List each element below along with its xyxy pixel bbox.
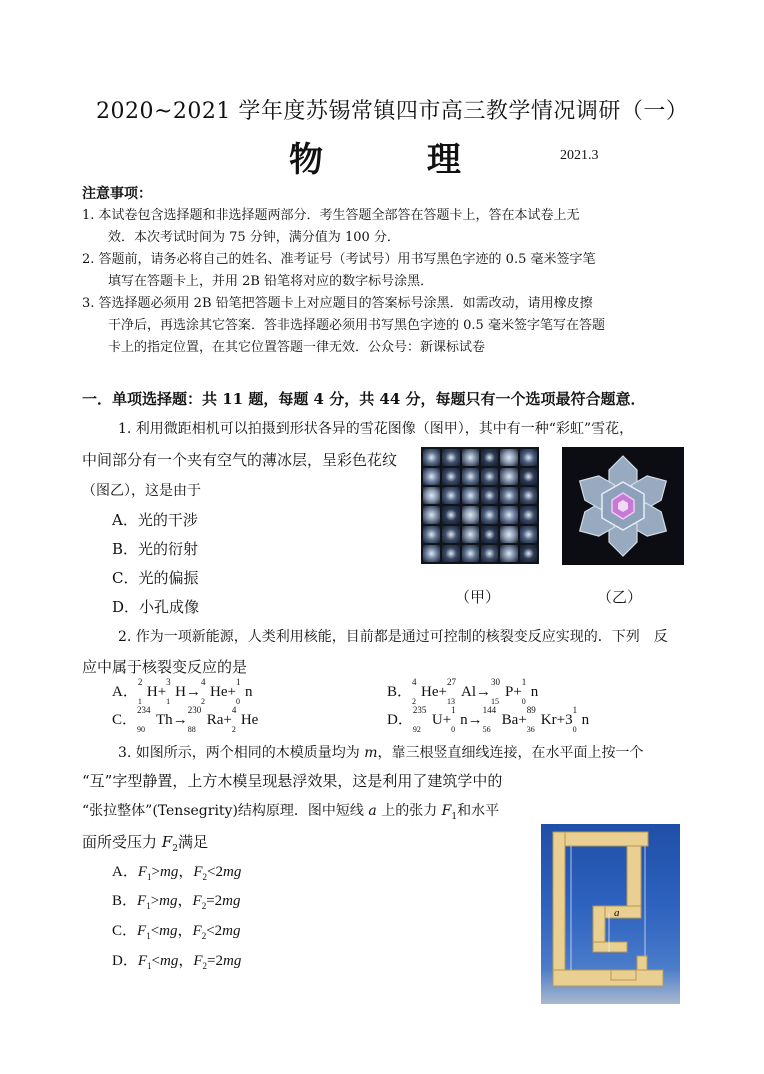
q1-option-b: B．光的衍射 bbox=[112, 540, 199, 558]
snowflake-thumbnail bbox=[520, 449, 537, 466]
snowflake-thumbnail bbox=[423, 487, 440, 504]
q1-stem-line: （图乙），这是由于 bbox=[82, 483, 201, 499]
q3-option-c: C．$F_1<mg$，$F_2<2mg$ bbox=[112, 923, 241, 941]
q3-stem-line: “互”字型静置，上方木模呈现悬浮效果，这是利用了建筑学中的 bbox=[82, 772, 503, 790]
snowflake-thumbnail bbox=[481, 468, 498, 485]
snowflake-thumbnail bbox=[500, 487, 517, 504]
snowflake-thumbnail bbox=[462, 468, 479, 485]
snowflake-thumbnail bbox=[481, 526, 498, 543]
notice-line: 干净后，再选涂其它答案．答非选择题必须用书写黑色字迹的 0.5 毫米签字笔写在答题 bbox=[108, 318, 605, 333]
snowflake-thumbnail bbox=[500, 449, 517, 466]
snowflake-thumbnail bbox=[481, 506, 498, 523]
q1-stem-line: 1. 利用微距相机可以拍摄到形状各异的雪花图像（图甲），其中有一种“彩虹”雪花， bbox=[118, 421, 634, 437]
q1-option-d: D．小孔成像 bbox=[112, 598, 200, 616]
snowflake-thumbnail bbox=[462, 526, 479, 543]
q3-stem-line: 面所受压力 $F_2$满足 bbox=[82, 833, 208, 854]
q3-option-a: A．$F_1>mg$，$F_2<2mg$ bbox=[112, 864, 242, 882]
snowflake-thumbnail bbox=[442, 545, 459, 562]
snowflake-thumbnail bbox=[520, 506, 537, 523]
line-a-label: a bbox=[614, 907, 620, 919]
q3-stem-line: “张拉整体”(Tensegrity)结构原理．图中短线 a 上的张力 $F_1$和水平 bbox=[82, 803, 500, 822]
snowflake-thumbnail bbox=[481, 487, 498, 504]
snowflake-thumbnail bbox=[462, 487, 479, 504]
snowflake-thumbnail bbox=[500, 506, 517, 523]
snowflake-thumbnail bbox=[500, 526, 517, 543]
q2-stem-line: 应中属于核裂变反应的是 bbox=[82, 658, 248, 676]
q3-stem-line: 3. 如图所示，两个相同的木模质量均为 m，靠三根竖直细线连接，在水平面上按一个 bbox=[118, 745, 644, 761]
tensegrity-photo bbox=[541, 824, 680, 1004]
q2-option-a: A． 2 1 H+ 3 1 H→ 4 2 He+ 1 0 n bbox=[112, 677, 253, 706]
snowflake-thumbnail bbox=[462, 506, 479, 523]
q1-stem-line: 中间部分有一个夹有空气的薄冰层，呈彩色花纹 bbox=[82, 451, 398, 469]
notice-line: 1. 本试卷包含选择题和非选择题两部分．考生答题全部答在答题卡上，答在本试卷上无 bbox=[82, 208, 580, 223]
notice-line: 3. 答选择题必须用 2B 铅笔把答题卡上对应题目的答案标号涂黑．如需改动，请用橡皮擦 bbox=[82, 296, 593, 311]
notice-heading: 注意事项： bbox=[82, 186, 152, 202]
notice-line: 填写在答题卡上，并用 2B 铅笔将对应的数字标号涂黑． bbox=[108, 274, 434, 289]
snowflake-thumbnail bbox=[442, 468, 459, 485]
notice-line: 效．本次考试时间为 75 分钟，满分值为 100 分． bbox=[108, 230, 400, 245]
snowflake-thumbnail bbox=[520, 545, 537, 562]
exam-title: 2020~2021 学年度苏锡常镇四市高三教学情况调研（一） bbox=[96, 99, 689, 124]
q2-stem-line: 2. 作为一项新能源，人类利用核能，目前都是通过可控制的核裂变反应实现的．下列 反 bbox=[118, 629, 668, 645]
snowflake-thumbnail bbox=[423, 468, 440, 485]
subject-title: 物 理 bbox=[289, 140, 507, 180]
snowflake-thumbnail bbox=[520, 526, 537, 543]
notice-line: 2. 答题前，请务必将自己的姓名、准考证号（考试号）用书写黑色字迹的 0.5 毫米签字笔 bbox=[82, 252, 596, 267]
snowflake-thumbnail bbox=[462, 449, 479, 466]
snowflake-thumbnail bbox=[520, 468, 537, 485]
snowflake-thumbnail bbox=[442, 487, 459, 504]
snowflake-thumbnail bbox=[423, 545, 440, 562]
q3-option-d: D．$F_1<mg$，$F_2=2mg$ bbox=[112, 953, 242, 971]
snowflake-thumbnail bbox=[481, 545, 498, 562]
q2-option-d: D． 235 92 U+ 1 0 n→ 144 56 Ba+ 89 36 Kr+3 1 0 n bbox=[387, 705, 590, 734]
caption-yi: （乙） bbox=[597, 588, 643, 606]
snowflake-thumbnail bbox=[500, 468, 517, 485]
caption-jia: （甲） bbox=[455, 588, 501, 606]
q3-option-b: B．$F_1>mg$，$F_2=2mg$ bbox=[112, 893, 241, 911]
snowflake-grid-image bbox=[421, 447, 539, 564]
snowflake-thumbnail bbox=[423, 526, 440, 543]
q2-option-c: C． 234 90 Th→ 230 88 Ra+ 4 2 He bbox=[112, 705, 259, 734]
snowflake-thumbnail bbox=[442, 449, 459, 466]
notice-line: 卡上的指定位置，在其它位置答题一律无效．公众号：新课标试卷 bbox=[108, 340, 486, 355]
exam-date: 2021.3 bbox=[560, 148, 599, 163]
snowflake-thumbnail bbox=[442, 506, 459, 523]
snowflake-thumbnail bbox=[442, 526, 459, 543]
snowflake-thumbnail bbox=[423, 506, 440, 523]
q1-option-c: C．光的偏振 bbox=[112, 569, 199, 587]
snowflake-thumbnail bbox=[462, 545, 479, 562]
snowflake-thumbnail bbox=[423, 449, 440, 466]
rainbow-snowflake-image bbox=[562, 447, 684, 565]
q1-option-a: A．光的干涉 bbox=[112, 511, 198, 529]
section-title: 一．单项选择题：共 11 题，每题 4 分，共 44 分，每题只有一个选项最符合题意． bbox=[82, 390, 646, 408]
q2-option-b: B． 4 2 He+ 27 13 Al→ 30 15 P+ 1 0 n bbox=[387, 677, 539, 706]
snowflake-thumbnail bbox=[520, 487, 537, 504]
snowflake-thumbnail bbox=[481, 449, 498, 466]
snowflake-thumbnail bbox=[500, 545, 517, 562]
